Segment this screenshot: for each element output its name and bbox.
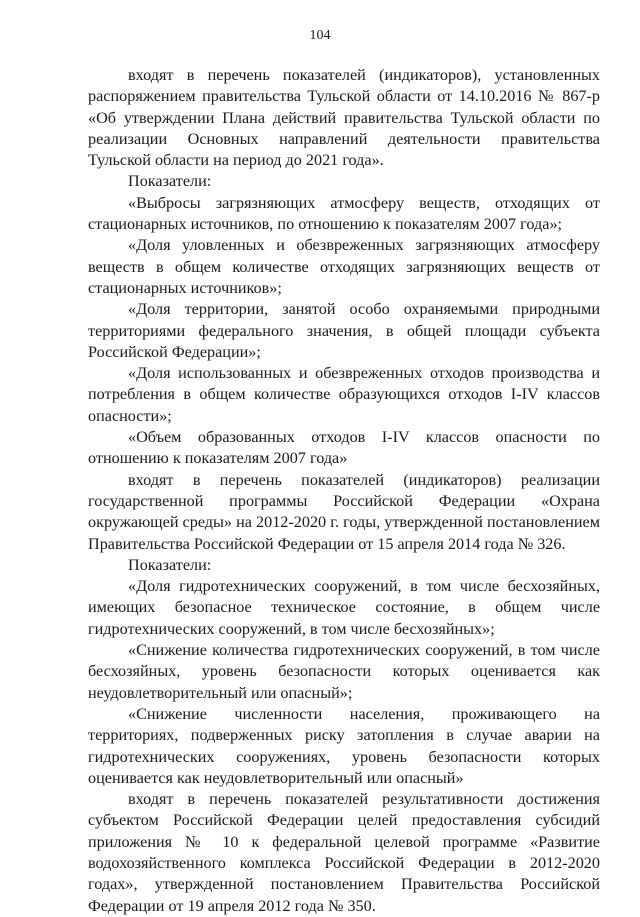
paragraph-indicator: «Снижение численности населения, проживающего на территориях, подверженных риску затопления в случае аварии на гидротехнических сооружениях, уровень безопасности которых оценивается как неудовлетворительный или опасный» — [88, 704, 600, 787]
paragraph-intro: входят в перечень показателей (индикаторов), установленных распоряжением правительства Тульской области от 14.10.2016 № 867-р «Об утверждении Плана действий правительства Тульской области по реализации Основных направлений деятельности правительства Тульской области на период до 2021 года». — [88, 66, 600, 170]
paragraph-indicator: «Доля гидротехнических сооружений, в том числе бесхозяйных, имеющих безопасное техническое состояние, в общем числе гидротехнических сооружений, в том числе бесхозяйных»; — [88, 577, 600, 638]
paragraph-indicator: «Доля уловленных и обезвреженных загрязняющих атмосферу веществ в общем количестве отходящих загрязняющих веществ от стационарных источников»; — [88, 236, 600, 297]
paragraph-program-reference: входят в перечень показателей (индикаторов) реализации государственной программы Российской Федерации «Охрана окружающей среды» на 2012-2020 г. годы, утвержденной постановлением Правительства Российской Федерации от 15 апреля 2014 года № 326. — [88, 470, 600, 553]
paragraph-program-reference: входят в перечень показателей результативности достижения субъектом Российской Федерации целей предоставления субсидий приложения № 10 к федеральной целевой программе «Развитие водохозяйственного комплекса Российской Федерации в 2012-2020 годах», утвержденной постановлением Правительства Российской Федерации от 19 апреля 2012 года № 350. — [88, 790, 600, 915]
paragraph-indicator: «Доля территории, занятой особо охраняемыми природными территориями федерального значения, в общей площади субъекта Российской Федерации»; — [88, 300, 600, 361]
paragraph-indicator: «Снижение количества гидротехнических сооружений, в том числе бесхозяйных, уровень безопасности которых оценивается как неудовлетворительный или опасный»; — [88, 641, 600, 702]
paragraph-indicators-heading: Показатели: — [128, 172, 212, 191]
paragraph-indicators-heading: Показатели: — [128, 555, 212, 574]
page-number: 104 — [309, 28, 331, 43]
paragraph-indicator: «Доля использованных и обезвреженных отходов производства и потребления в общем количестве образующихся отходов I-IV классов опасности»; — [88, 364, 600, 425]
paragraph-indicator: «Объем образованных отходов I-IV классов опасности по отношению к показателям 2007 года» — [88, 428, 600, 468]
document-body — [88, 65, 600, 917]
paragraph-indicator: «Выбросы загрязняющих атмосферу веществ, отходящих от стационарных источников, по отношению к показателям 2007 года»; — [88, 193, 600, 234]
